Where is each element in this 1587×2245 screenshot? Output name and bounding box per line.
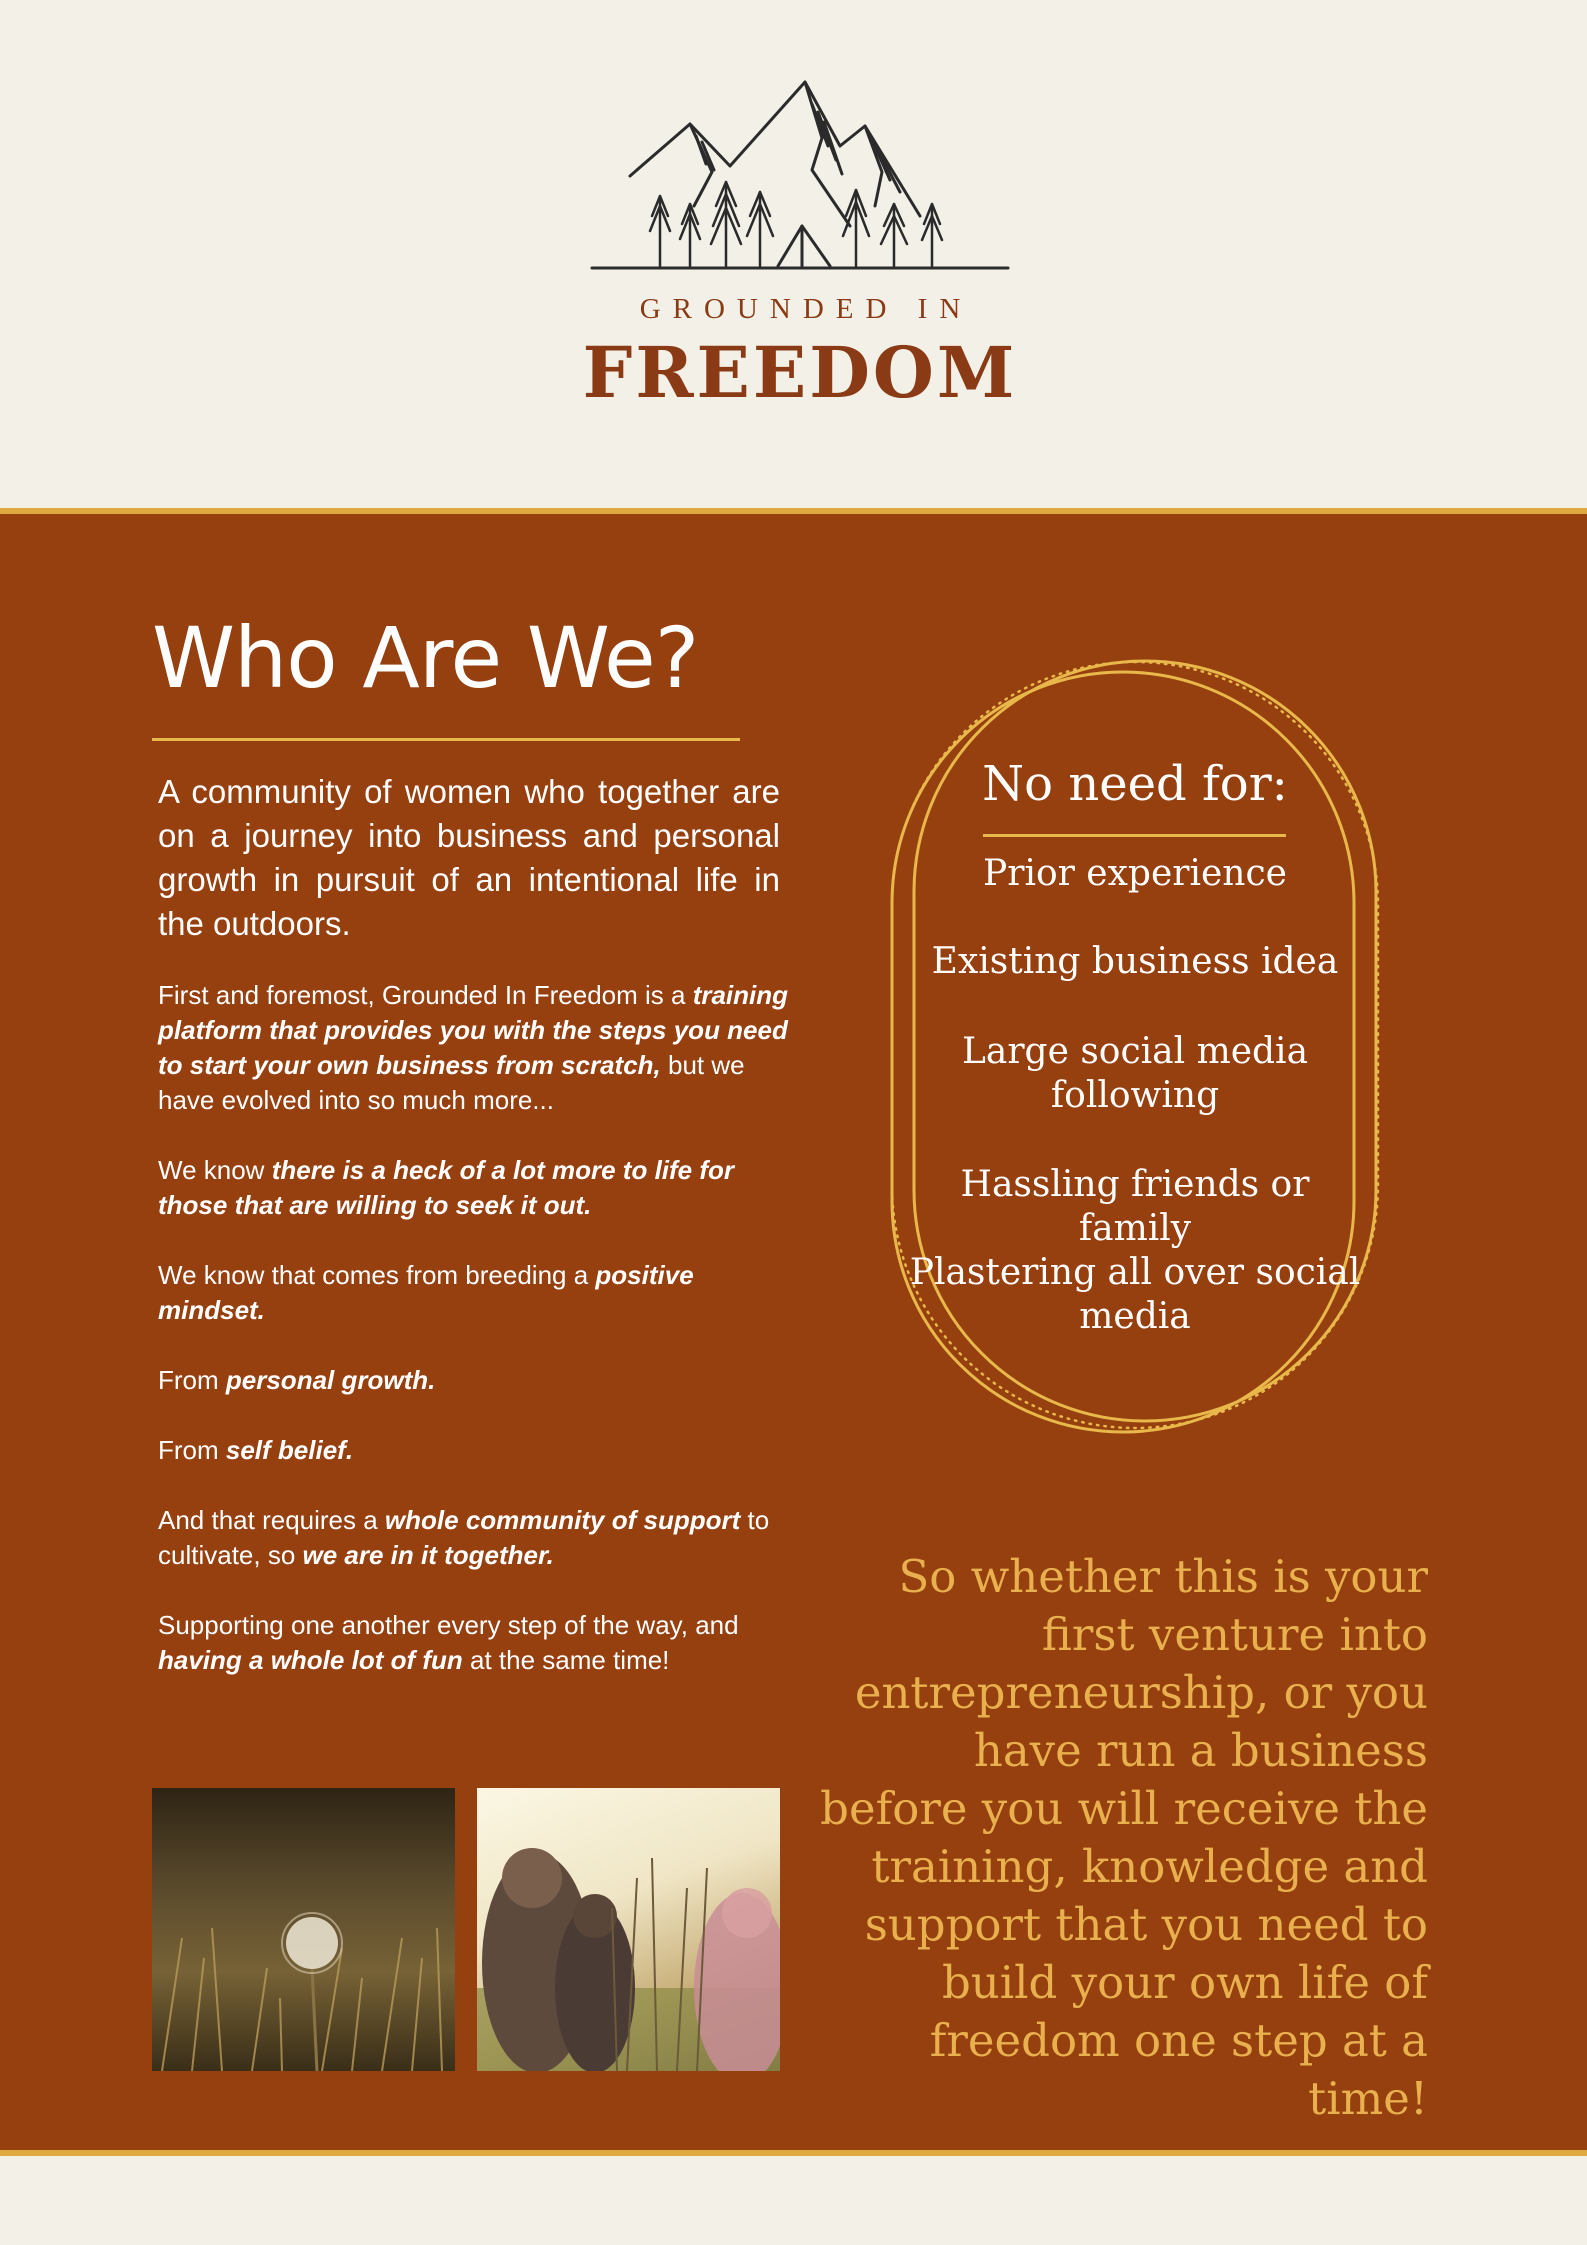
no-need-item: Existing business idea — [931, 941, 1339, 982]
no-need-item: Plastering all over social media — [909, 1252, 1361, 1337]
paragraph: First and foremost, Grounded In Freedom is a training platform that provides you with the steps you need to start your own business from scratch, but we have evolved into so much more... — [158, 980, 789, 1115]
brand-tagline: GROUNDED IN — [639, 293, 973, 325]
header — [0, 0, 1587, 510]
paragraph: From self belief. — [158, 1435, 354, 1465]
closing-statement: So whether this is your first venture into entrepreneurship, or you have run a business before you will receive the training, knowledge and support that you need to build your own life of freedom one step at a time! — [820, 1550, 1428, 2125]
page-title: Who Are We? — [152, 609, 699, 707]
no-need-underline — [983, 834, 1286, 837]
paragraph: And that requires a whole community of support to cultivate, so we are in it together. — [158, 1505, 770, 1570]
no-need-title: No need for: — [982, 756, 1288, 812]
paragraph: From personal growth. — [158, 1365, 436, 1395]
footer — [0, 2156, 1587, 2245]
body-text — [158, 978, 798, 1713]
no-need-item: Prior experience — [983, 853, 1287, 894]
no-need-item: Large social media following — [961, 1031, 1309, 1116]
paragraph: We know that comes from breeding a positive mindset. — [158, 1260, 694, 1325]
dandelion-photo — [152, 1788, 455, 2071]
no-need-item: Hassling friends or family — [960, 1164, 1310, 1249]
mountains-trees-tent-icon — [590, 76, 1010, 274]
paragraph: We know there is a heck of a lot more to life for those that are willing to seek it out. — [158, 1155, 735, 1220]
title-underline — [152, 738, 740, 741]
brand-name: FREEDOM — [582, 331, 1018, 414]
intro-text: A community of women who together are on a journey into business and personal growth in pursuit of an intentional life in the outdoors. — [158, 773, 780, 942]
paragraph: Supporting one another every step of the way, and having a whole lot of fun at the same time! — [158, 1610, 739, 1675]
women-in-field-photo — [477, 1788, 780, 2071]
